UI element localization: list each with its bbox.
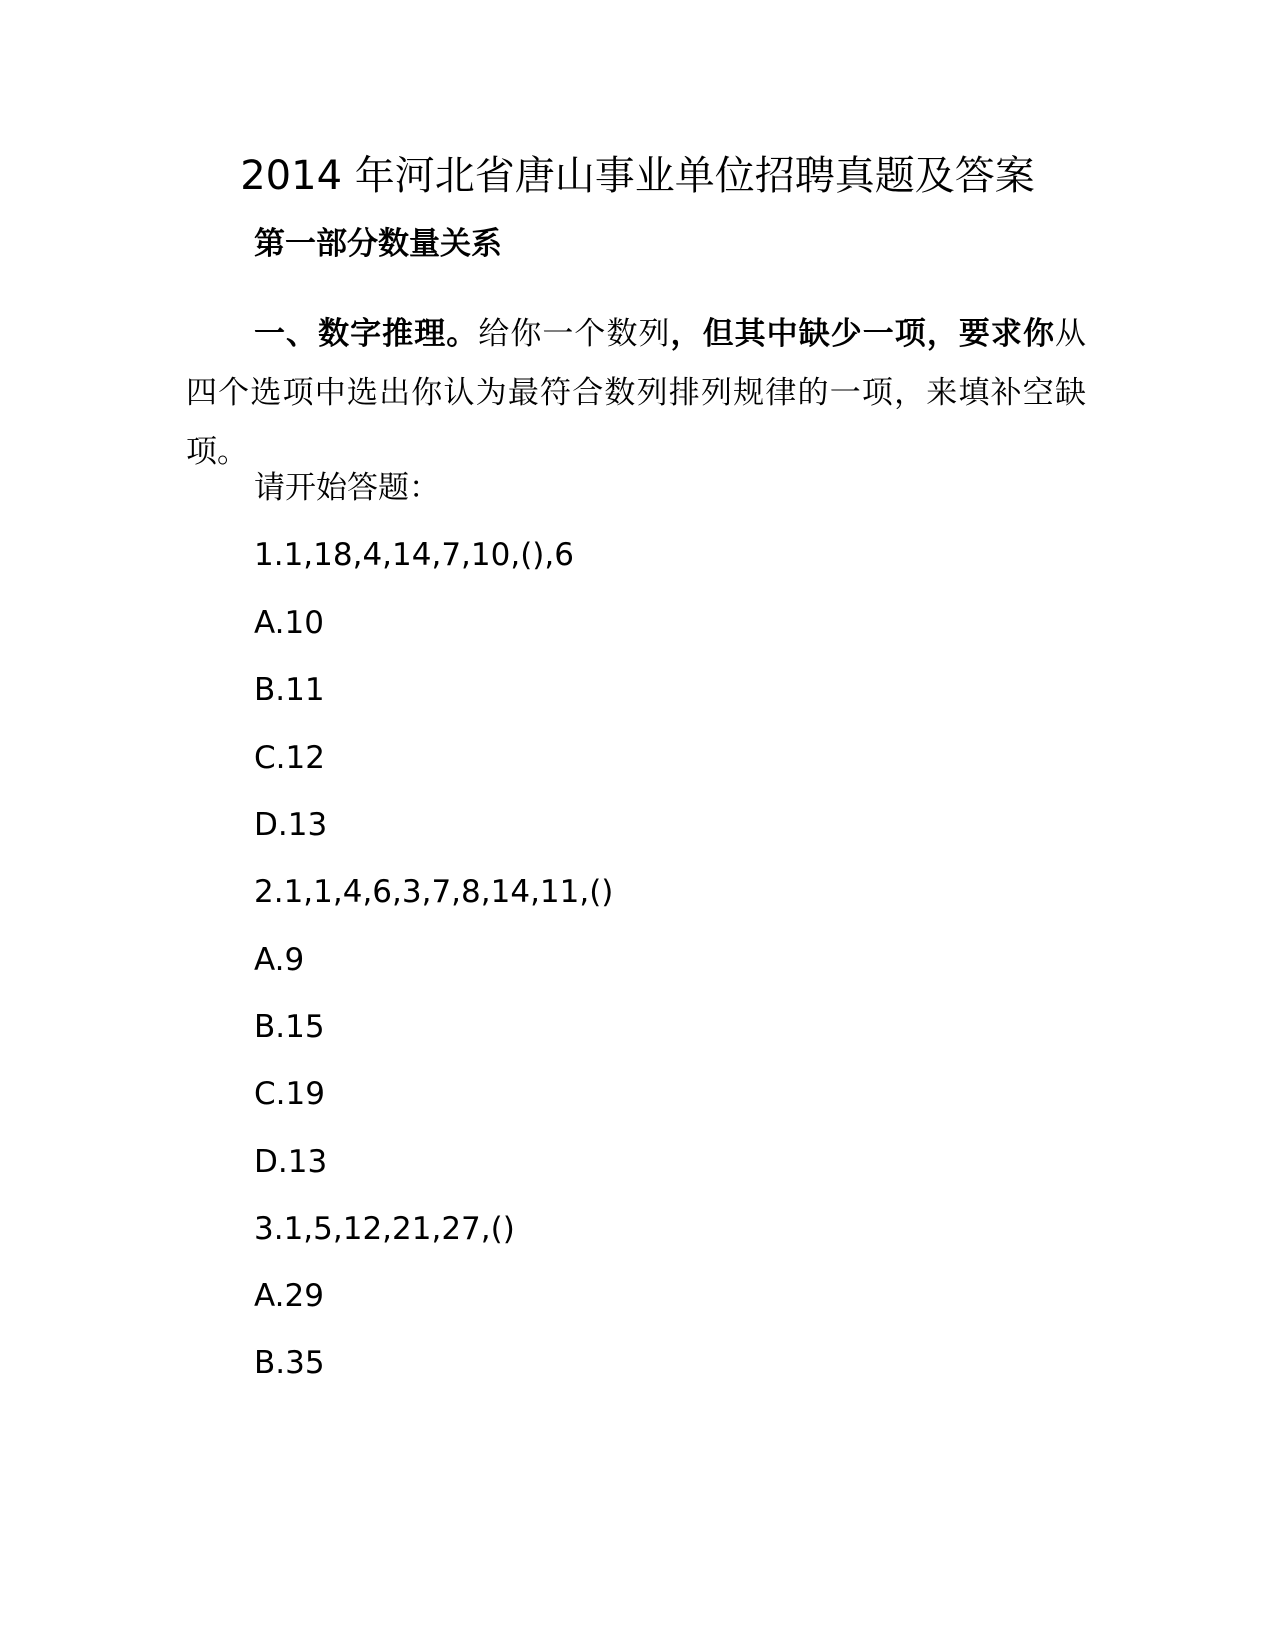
instruction-lead: 一、数字推理。 [254, 316, 479, 352]
question-option: A.10 [254, 605, 324, 641]
question-option: A.9 [254, 942, 305, 978]
question-option: C.12 [254, 740, 325, 776]
question-option: D.13 [254, 1144, 328, 1180]
instruction-text-a: 给你一个数列 [478, 316, 671, 352]
section-heading: 第一部分数量关系 [254, 226, 502, 262]
instruction-paragraph [186, 305, 1086, 482]
question-stem: 1.1,18,4,14,7,10,(),6 [254, 537, 574, 573]
question-option: B.15 [254, 1009, 325, 1045]
question-option: C.19 [254, 1076, 325, 1112]
question-stem: 2.1,1,4,6,3,7,8,14,11,() [254, 874, 614, 910]
question-option: D.13 [254, 807, 328, 843]
instruction-text-c: 从四个选项中选出你认为最符合数列排列规律的一项，来填补空缺项。 [186, 316, 1087, 470]
question-option: A.29 [254, 1278, 324, 1314]
question-option: B.35 [254, 1345, 325, 1381]
start-prompt: 请开始答题： [254, 470, 440, 506]
question-option: B.11 [254, 672, 325, 708]
question-stem: 3.1,5,12,21,27,() [254, 1211, 515, 1247]
instruction-text-b: ，但其中缺少一项，要求你 [670, 316, 1056, 352]
document-title: 2014 年河北省唐山事业单位招聘真题及答案 [240, 153, 1035, 199]
